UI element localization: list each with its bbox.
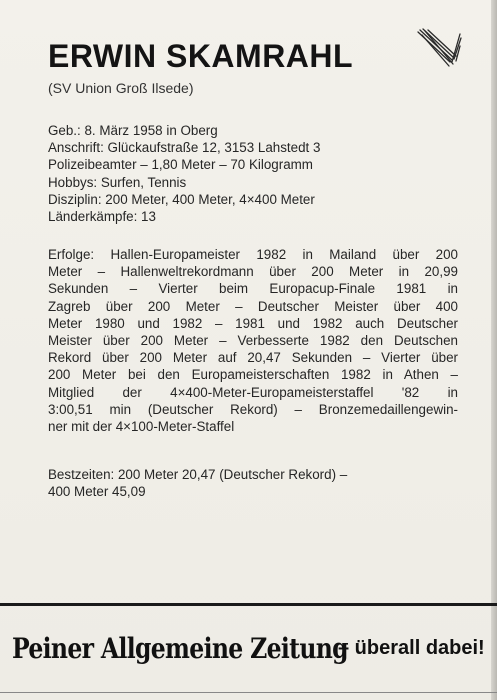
achievement-line: 3:00,51 min (Deutscher Rekord) – Bronzemedaillengewin- [48, 401, 458, 417]
achievements-paragraph [48, 246, 458, 435]
achievement-line: Sekunden – Vierter beim Europacup-Finale 1981 in [48, 281, 458, 297]
fact-address: Anschrift: Glückaufstraße 12, 3153 Lahstedt 3 [48, 140, 321, 156]
achievement-line: Meter 1980 und 1982 – 1981 und 1982 auch Deutscher [48, 315, 458, 331]
newspaper-footer [12, 613, 490, 683]
achievement-line: Meter – Hallenweltrekordmann über 200 Meter in 20,99 [48, 264, 458, 280]
newspaper-logo: Peiner Allgemeine Zeitung [12, 631, 348, 665]
fact-hobbies: Hobbys: Surfen, Tennis [48, 174, 187, 190]
bottom-rule [0, 692, 497, 693]
signature-scribble-icon [416, 26, 462, 70]
personal-facts [48, 122, 458, 225]
best-times-line: Bestzeiten: 200 Meter 20,47 (Deutscher Rekord) – [48, 467, 348, 482]
achievement-line: 200 Meter bei den Europameisterschaften 1982 in Athen – [48, 367, 458, 383]
achievement-line: Zagreb über 200 Meter – Deutscher Meister über 400 [48, 298, 458, 314]
achievement-line: ner mit der 4×100-Meter-Staffel [48, 419, 235, 435]
athlete-club: (SV Union Groß Ilsede) [48, 80, 194, 96]
fact-international-matches: Länderkämpfe: 13 [48, 209, 156, 225]
achievement-line: Erfolge: Hallen-Europameister 1982 in Mailand über 200 [48, 247, 458, 262]
achievement-line: Mitglied der 4×400-Meter-Europameisterstaffel '82 in [48, 384, 458, 400]
footer-divider [0, 603, 497, 606]
best-times [48, 466, 458, 500]
fact-profession: Polizeibeamter – 1,80 Meter – 70 Kilogramm [48, 157, 313, 173]
fact-discipline: Disziplin: 200 Meter, 400 Meter, 4×400 Meter [48, 191, 315, 207]
achievement-line: Rekord über 200 Meter auf 20,47 Sekunden – Vierter über [48, 350, 458, 366]
athlete-name: ERWIN SKAMRAHL [48, 38, 354, 74]
best-times-line: 400 Meter 45,09 [48, 484, 146, 500]
newspaper-slogan: – überall dabei! [338, 636, 485, 659]
card-edge [491, 0, 497, 700]
fact-birth: Geb.: 8. März 1958 in Oberg [48, 123, 218, 138]
achievement-line: Meister über 200 Meter – Verbesserte 1982 den Deutschen [48, 333, 458, 349]
